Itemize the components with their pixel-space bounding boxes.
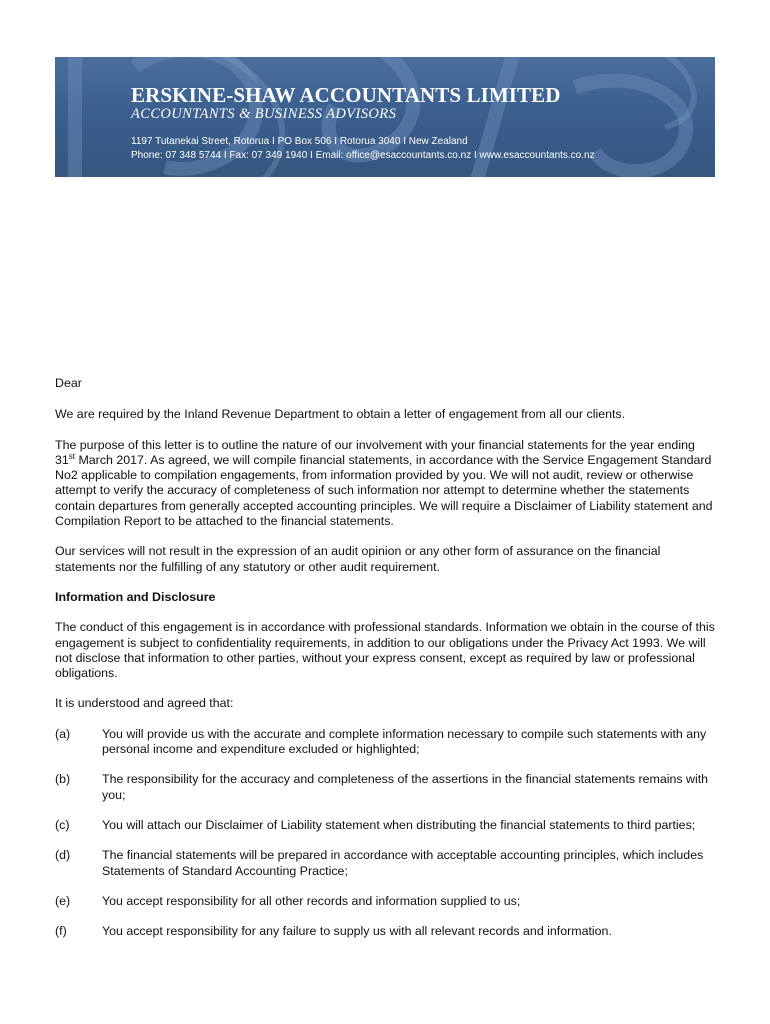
salutation: Dear xyxy=(55,376,82,390)
list-item xyxy=(55,772,717,803)
list-item-text: You accept responsibility for all other records and information supplied to us; xyxy=(102,893,521,908)
list-item xyxy=(55,924,717,939)
list-item xyxy=(55,818,717,833)
letter-body xyxy=(55,376,717,954)
list-item-text: You will attach our Disclaimer of Liability statement when distributing the financial statements to third parties; xyxy=(102,817,696,832)
company-tagline: ACCOUNTANTS & BUSINESS ADVISORS xyxy=(131,106,397,122)
paragraph-intro: We are required by the Inland Revenue Department to obtain a letter of engagement from all our clients. xyxy=(55,407,626,422)
list-item xyxy=(55,848,717,879)
list-item-label: (b) xyxy=(55,772,71,787)
list-item-label: (d) xyxy=(55,848,71,863)
list-item-label: (e) xyxy=(55,893,71,908)
list-item-text: The financial statements will be prepared in accordance with acceptable accounting principles, which includes Statements of Standard Accounting Practice; xyxy=(102,848,704,878)
list-item-label: (f) xyxy=(55,924,67,939)
list-item-text: The responsibility for the accuracy and completeness of the assertions in the financial statements remains with you; xyxy=(102,772,709,802)
paragraph-purpose-part1: The purpose of this letter is to outline the nature of our involvement with your financial statements for the year ending 31 xyxy=(55,437,695,467)
list-item-text: You will provide us with the accurate and complete information necessary to compile such statements with any personal income and expenditure excluded or highlighted; xyxy=(102,726,707,757)
paragraph-purpose-part2: March 2017. As agreed, we will compile financial statements, in accordance with the Service Engagement Standard No2 applicable to compilation engagements, from information provided by you. We will not audit, review or otherwise attempt to verify the accuracy of completeness of such information nor attempt to determine whether the statements contain departures from generally accepted accounting principles. We will require a Disclaimer of Liability statement and Compilation Report to be attached to the financial statements. xyxy=(55,452,713,529)
paragraph-purpose xyxy=(55,438,717,530)
letterhead-banner xyxy=(55,57,715,177)
list-item-text: You accept responsibility for any failure to supply us with all relevant records and information. xyxy=(102,924,612,939)
paragraph-conduct: The conduct of this engagement is in accordance with professional standards. Information we obtain in the course of this engagement is subject to confidentiality requirements, in addition to our obligations under the Privacy Act 1993. We will not disclose that information to other parties, without your express consent, except as required by law or professional obligations. xyxy=(55,620,715,681)
company-name: ERSKINE-SHAW ACCOUNTANTS LIMITED xyxy=(131,83,561,107)
company-address: 1197 Tutanekai Street, Rotorua I PO Box 506 I Rotorua 3040 I New Zealand xyxy=(131,136,468,147)
list-item xyxy=(55,894,717,909)
list-item-label: (a) xyxy=(55,726,71,741)
list-item-label: (c) xyxy=(55,817,70,832)
company-contact-line: Phone: 07 348 5744 I Fax: 07 349 1940 I Email: office@esaccountants.co.nz I www.esaccountants.co.nz xyxy=(131,150,595,161)
list-item xyxy=(55,727,717,758)
section-heading: Information and Disclosure xyxy=(55,589,216,604)
ordinal-suffix: st xyxy=(68,451,76,461)
paragraph-agreement: It is understood and agreed that: xyxy=(55,696,234,711)
agreement-list xyxy=(55,727,717,940)
paragraph-services: Our services will not result in the expression of an audit opinion or any other form of assurance on the financial statements nor the fulfilling of any statutory or other audit requirement. xyxy=(55,544,661,574)
